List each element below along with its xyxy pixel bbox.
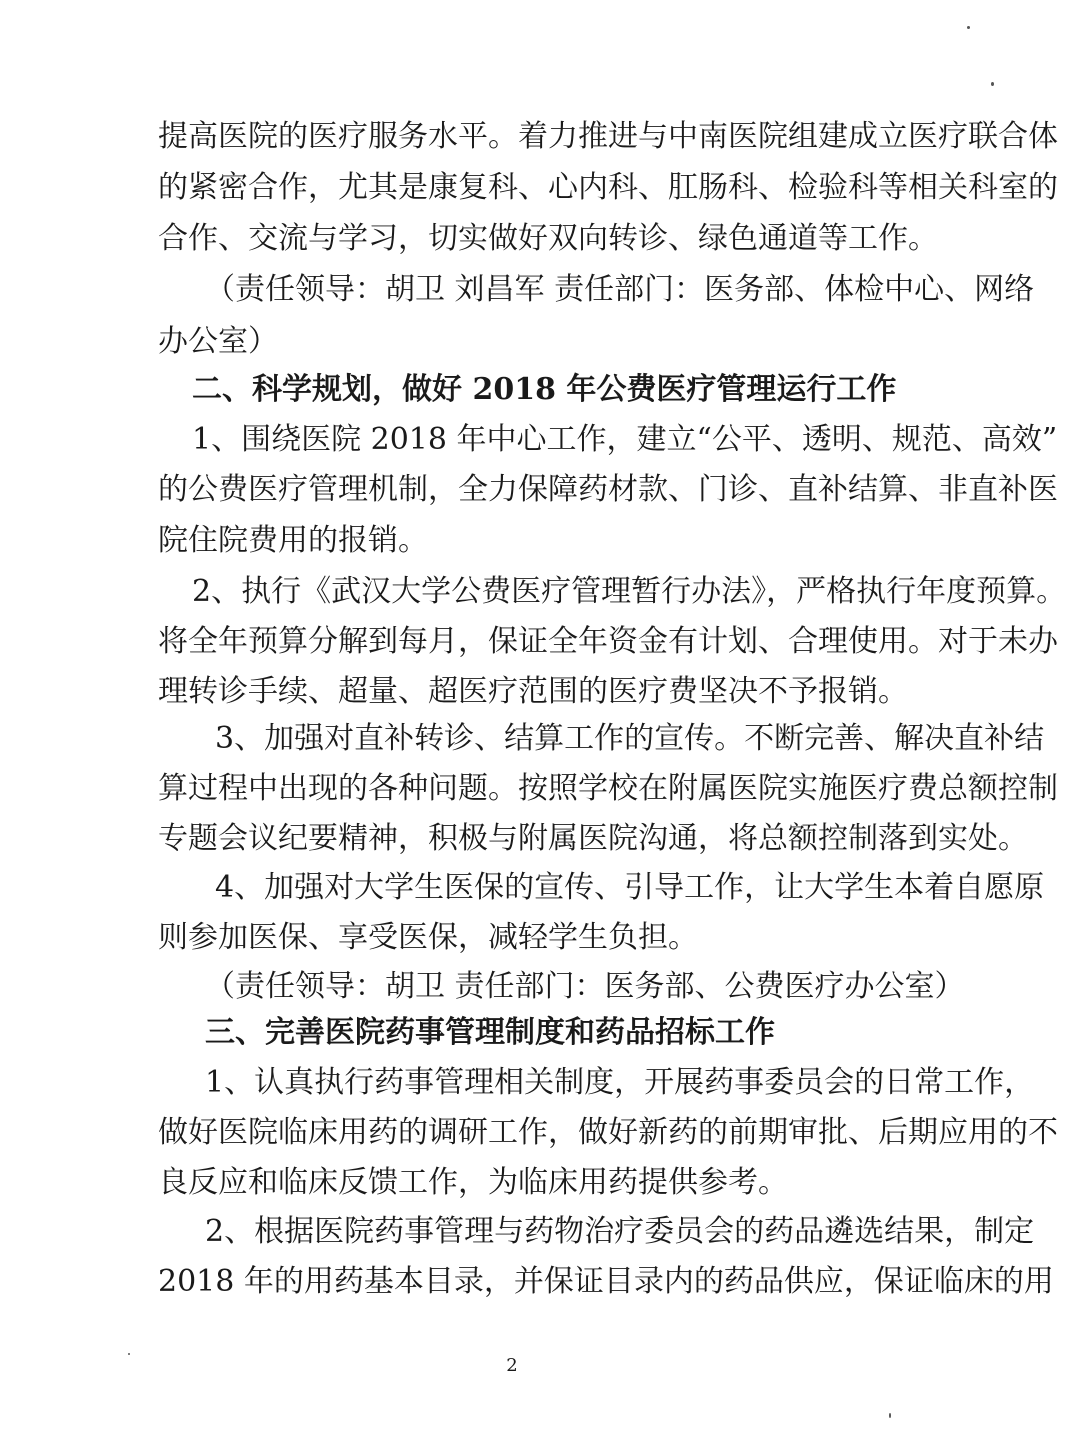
text-line: 提高医院的医疗服务水平。着力推进与中南医院组建成立医疗联合体	[158, 119, 1058, 154]
scan-speck	[967, 26, 970, 29]
section-heading: 二、科学规划，做好 2018 年公费医疗管理运行工作	[192, 372, 897, 407]
text-line: 则参加医保、享受医保，减轻学生负担。	[158, 920, 698, 955]
text-line: 良反应和临床反馈工作，为临床用药提供参考。	[158, 1165, 788, 1200]
text-line: （责任领导：胡卫 责任部门：医务部、公费医疗办公室）	[205, 969, 965, 1004]
text-line: 的公费医疗管理机制，全力保障药材款、门诊、直补结算、非直补医	[158, 472, 1058, 507]
text-line: 2、执行《武汉大学公费医疗管理暂行办法》，严格执行年度预算。	[192, 574, 1066, 609]
text-line: 的紧密合作，尤其是康复科、心内科、肛肠科、检验科等相关科室的	[158, 170, 1058, 205]
text-line: 合作、交流与学习，切实做好双向转诊、绿色通道等工作。	[158, 221, 938, 256]
scan-speck	[889, 1413, 891, 1418]
scan-speck	[128, 1353, 130, 1355]
page-number: 2	[506, 1355, 518, 1376]
text-line: 院住院费用的报销。	[158, 523, 428, 558]
text-line: （责任领导：胡卫 刘昌军 责任部门：医务部、体检中心、网络	[205, 272, 1035, 307]
text-line: 2、根据医院药事管理与药物治疗委员会的药品遴选结果，制定	[205, 1214, 1035, 1249]
text-line: 1、认真执行药事管理相关制度，开展药事委员会的日常工作，	[205, 1065, 1035, 1100]
text-line: 3、加强对直补转诊、结算工作的宣传。不断完善、解决直补结	[215, 721, 1045, 756]
section-heading: 三、完善医院药事管理制度和药品招标工作	[205, 1015, 775, 1050]
text-line: 专题会议纪要精神，积极与附属医院沟通，将总额控制落到实处。	[158, 821, 1028, 856]
text-line: 理转诊手续、超量、超医疗范围的医疗费坚决不予报销。	[158, 674, 908, 709]
text-line: 4、加强对大学生医保的宣传、引导工作，让大学生本着自愿原	[215, 870, 1045, 905]
text-line: 办公室）	[158, 324, 278, 359]
scan-speck	[991, 82, 994, 86]
text-line: 做好医院临床用药的调研工作，做好新药的前期审批、后期应用的不	[158, 1115, 1058, 1150]
text-line: 2018 年的用药基本目录，并保证目录内的药品供应，保证临床的用	[158, 1264, 1054, 1299]
text-line: 将全年预算分解到每月，保证全年资金有计划、合理使用。对于未办	[158, 624, 1058, 659]
text-line: 算过程中出现的各种问题。按照学校在附属医院实施医疗费总额控制	[158, 771, 1058, 806]
text-line: 1、围绕医院 2018 年中心工作，建立“公平、透明、规范、高效”	[192, 422, 1058, 457]
